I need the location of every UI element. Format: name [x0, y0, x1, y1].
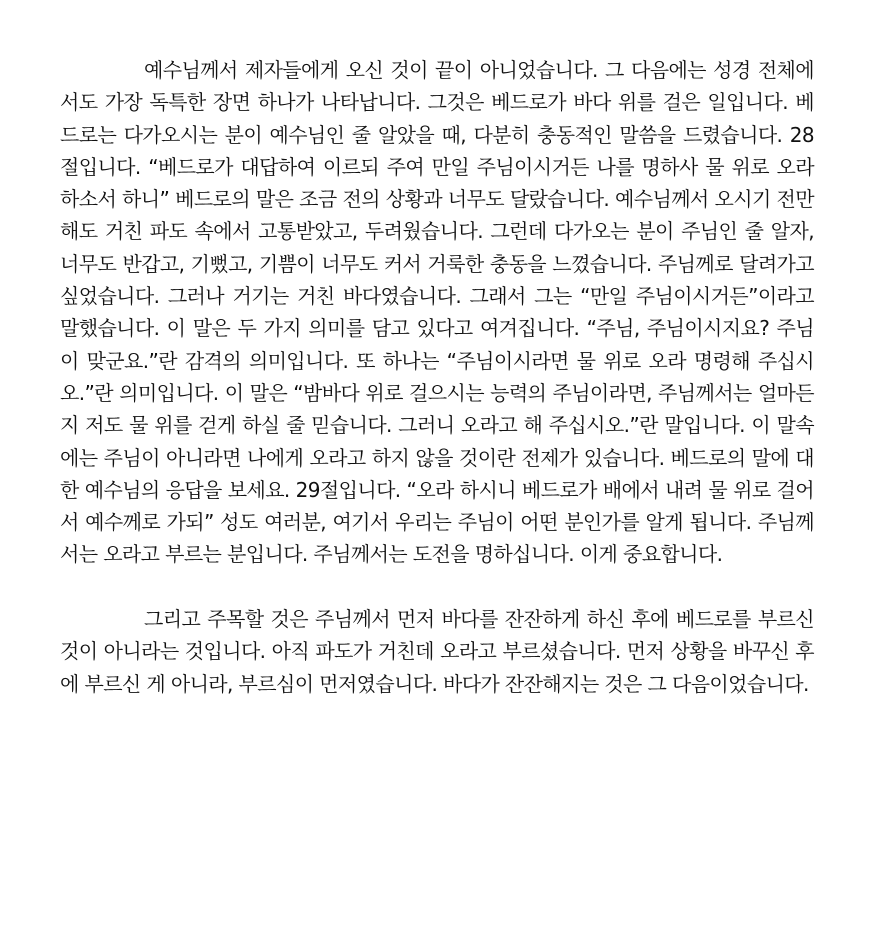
document-body	[60, 54, 814, 700]
paragraph-2: 그리고 주목할 것은 주님께서 먼저 바다를 잔잔하게 하신 후에 베드로를 부르신 것이 아니라는 것입니다. 아직 파도가 거친데 오라고 부르셨습니다. 먼저 상황을 바꾸신 후에 부르신 게 아니라, 부르심이 먼저였습니다. 바다가 잔잔해지는 것은 그 다음이었습니다.	[60, 607, 814, 696]
paragraph-1: 예수님께서 제자들에게 오신 것이 끝이 아니었습니다. 그 다음에는 성경 전체에서도 가장 독특한 장면 하나가 나타납니다. 그것은 베드로가 바다 위를 걸은 일입니다. 베드로는 다가오시는 분이 예수님인 줄 알았을 때, 다분히 충동적인 말씀을 드렸습니다. 28절입니다. “베드로가 대답하여 이르되 주여 만일 주님이시거든 나를 명하사 물 위로 오라 하소서 하니” 베드로의 말은 조금 전의 상황과 너무도 달랐습니다. 예수님께서 오시기 전만 해도 거친 파도 속에서 고통받았고, 두려웠습니다. 그런데 다가오는 분이 주님인 줄 알자, 너무도 반갑고, 기뻤고, 기쁨이 너무도 커서 거룩한 충동을 느꼈습니다. 주님께로 달려가고 싶었습니다. 그러나 거기는 거친 바다였습니다. 그래서 그는 “만일 주님이시거든”이라고 말했습니다. 이 말은 두 가지 의미를 담고 있다고 여겨집니다. “주님, 주님이시지요? 주님이 맞군요.”란 감격의 의미입니다. 또 하나는 “주님이시라면 물 위로 오라 명령해 주십시오.”란 의미입니다. 이 말은 “밤바다 위로 걸으시는 능력의 주님이라면, 주님께서는 얼마든지 저도 물 위를 걷게 하실 줄 믿습니다. 그러니 오라고 해 주십시오.”란 말입니다. 이 말속에는 주님이 아니라면 나에게 오라고 하지 않을 것이란 전제가 있습니다. 베드로의 말에 대한 예수님의 응답을 보세요. 29절입니다. “오라 하시니 베드로가 배에서 내려 물 위로 걸어서 예수께로 가되” 성도 여러분, 여기서 우리는 주님이 어떤 분인가를 알게 됩니다. 주님께서는 오라고 부르는 분입니다. 주님께서는 도전을 명하십니다. 이게 중요합니다.	[60, 58, 814, 567]
